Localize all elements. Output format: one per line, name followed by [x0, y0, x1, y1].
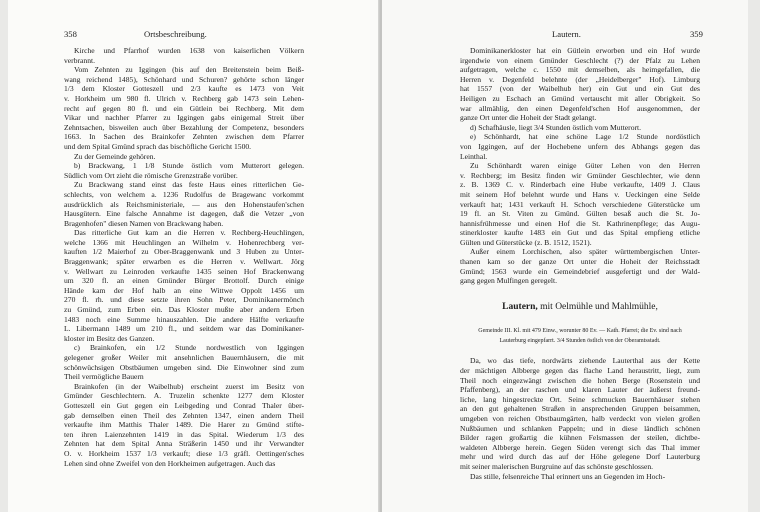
text-line: Das stille, felsenreiche Thal erinnert uns an Gegenden im Hoch- — [470, 471, 666, 481]
text-line: kloster im Besitz des Ganzen. — [64, 333, 155, 343]
text-line: verkauft hat; 1431 verkauft H. Schoch verschiedene Güterstücke um — [460, 199, 700, 209]
text-line: Herren v. Degenfeld belehnte (der „Heidelberger" Hof). Limburg — [460, 74, 700, 84]
section-heading — [460, 303, 700, 313]
text-line: Pfaffenberg), an der raschen und klaren Lauter der äußerst freund- — [460, 385, 700, 395]
left-page — [8, 0, 380, 512]
text-line: O. v. Horkheim 1537 1/3 verkauft; diese 1/3 gräfl. Oettingen'sches — [64, 448, 304, 458]
paragraph — [64, 46, 304, 65]
running-head: Lautern. — [552, 29, 581, 39]
text-line: e) Schönhardt, hat eine schöne Lage 1/2 Stunde nordöstlich — [470, 132, 700, 142]
right-page — [382, 0, 748, 512]
section-title: Lautern, — [502, 301, 538, 312]
text-column — [460, 46, 700, 481]
text-line: Dominikanerkloster hat ein Gütlein erworben und ein Hof wurde — [470, 46, 700, 55]
paragraph — [460, 356, 700, 471]
text-line: schlechts, von welchem a. 1236 Rudolfus de Bragewanc vorkommt — [64, 189, 304, 199]
text-line: Zu Brackwang stand einst das feste Haus eines ritterlichen Ge- — [74, 180, 304, 190]
text-line: v. Rechberg; im Besitz finden wir Gmünder Geschlechter, wie denn — [460, 170, 700, 180]
text-line: Gmünd; 1563 wurde ein Gemeindebrief ausgefertigt und der Wald- — [460, 266, 700, 276]
text-line: kauften 1/2 Maierhof zu Ober-Braggenwank und 3 Huben zu Unter- — [64, 247, 304, 257]
text-line: Hände kam der Hof halb an eine Wittwe Oppolt 1456 um — [64, 285, 304, 295]
paragraph — [64, 161, 304, 180]
text-line: Lehen sind ohne Zweifel von den Horkheimen aufgetragen. Auch das — [64, 458, 276, 468]
meta-line: Gemeinde III. Kl. mit 479 Einw., worunter 80 Ev. — Kath. Pfarrei; die Ev. sind nach — [478, 328, 682, 335]
text-line: 19 fl. an St. Viten zu Gmünd. Gülten besaß auch die St. Jo- — [460, 209, 700, 219]
text-line: Außer einem Lorchischen, also später württembergischen Unter- — [470, 247, 700, 257]
text-line: z. B. 1369 C. v. Rinderbach eine Hube verkaufte, 1409 J. Claus — [460, 180, 700, 190]
text-line: Da, wo das tiefe, nordwärts ziehende Lauterthal aus der Kette — [470, 356, 700, 366]
paragraphs-after — [460, 356, 700, 481]
paragraph — [64, 343, 304, 381]
text-line: v. Wellwart zu Leinroden verkaufte 1435 seinen Hof Brackenwang — [64, 266, 304, 276]
text-line: umgeben von reichen Obstbaumgärten, halb verdeckt von vielen großen — [460, 414, 700, 423]
page-number: 358 — [64, 29, 77, 39]
text-line: mit seiner malerischen Burgruine auf das schönste geschlossen. — [460, 461, 654, 471]
text-line: b) Brackwang, 1 1/8 Stunde östlich vom Mutterort gelegen. — [74, 161, 304, 171]
text-line: 1663. In Sachen des Brainkofer Zehnten zwischen dem Pfarrer — [64, 132, 304, 142]
text-line: Das ritterliche Gut kam an die Herren v. Rechberg-Heuchlingen, — [74, 228, 304, 238]
text-line: d) Schafhäusle, liegt 3/4 Stunden östlich vom Mutterort. — [470, 122, 642, 132]
text-line: c) Brainkofen, ein 1/2 Stunde nordwestlich von Iggingen — [74, 343, 304, 353]
paragraph — [460, 132, 700, 161]
text-line: Vikar und nachher Pfarrer zu Iggingen gabs einigemal Streit über — [64, 113, 304, 123]
text-line: Zehnten hat dem Spital Anna Sträßerin 1450 und ihr Verwandter — [64, 439, 304, 449]
text-line: Gülten und Güterstücke (z. B. 1512, 1521). — [460, 237, 592, 247]
section-meta — [460, 326, 700, 346]
text-line: 270 fl. rh. und diese setzte ihren Sohn Peter, Dominikanermönch — [64, 295, 304, 305]
text-line: Zu der Gemeinde gehören. — [74, 151, 156, 161]
text-line: irgendwie von einem Gmünder Geschlecht (?) der Pfalz zu Lehen — [460, 55, 700, 65]
text-line: Brainkofen (in der Waibelhub) erscheint zuerst im Besitz von — [74, 381, 304, 391]
text-line: welche 1366 mit Heuchlingen an Wilhelm v. Hohenrechberg ver- — [64, 237, 304, 247]
text-line: um 320 fl. an einen Gmünder Bürger Brottolf. Durch einige — [64, 276, 304, 286]
text-line: 1483 noch eine Summe hinauszahlen. Die andere Hälfte verkaufte — [64, 314, 304, 324]
text-line: gelegener großer Weiler mit ansehnlichen Bauernhäusern, die mit — [64, 353, 304, 362]
text-line: ten ihren Laienzehnten 1419 in das Spital. Wiederum 1/3 des — [64, 429, 304, 439]
text-line: mehr und wird durch das auf der Höhe gelegene Dorf Lauterburg — [460, 452, 700, 462]
text-line: wang reichend 1485), Schönhard und Schuren? gehörte schon länger — [64, 74, 304, 84]
text-line: Hausgütern. Eine falsche Annahme ist dagegen, daß die Vetzer „von — [64, 209, 304, 219]
paragraph — [64, 65, 304, 151]
text-line: gang gegen Mulfingen geregelt. — [460, 276, 557, 286]
section-subtitle: mit Oelmühle und Mahlmühle, — [540, 301, 658, 312]
text-line: v. Horkheim um 980 fl. Ulrich v. Rechberg gab 1473 sein Lehen- — [64, 93, 304, 103]
text-line: thanen kam so der ganze Ort unter die Hoheit der Reichsstadt — [460, 257, 700, 267]
text-line: Kirche und Pfarrhof wurden 1638 von kaiserlichen Völkern — [74, 46, 304, 55]
running-head: Ortsbeschreibung. — [144, 29, 207, 39]
text-line: und dem Spital Gmünd sprach das bischöfliche Gericht 1500. — [64, 141, 252, 151]
text-line: an den gut gehaltenen Straßen in ansprechenden Gruppen beisammen, — [460, 404, 700, 414]
text-column — [64, 46, 304, 468]
text-line: recht auf gegen 80 fl. und ein Gütlein bei Rechberg. Mit dem — [64, 103, 304, 113]
meta-line: Lauterburg eingepfarrt. 3/4 Stunden östlich von der Oberamtsstadt. — [499, 338, 661, 345]
text-line: L. Libermann 1489 um 210 fl., und seitdem war das Dominikaner- — [64, 324, 304, 334]
text-line: Südlich vom Ort zieht die römische Grenzstraße vorüber. — [64, 170, 238, 180]
text-line: Heiligen zu Eschach an Gmünd vertauscht mit aller Obrigkeit. So — [460, 93, 700, 103]
text-line: Nußbäumen und schlanken Pappeln; und in diese ländlich schönen — [460, 423, 700, 433]
paragraph — [460, 161, 700, 247]
paragraph — [64, 180, 304, 228]
text-line: 1/3 dem Kloster Gotteszell und 2/3 kaufte es 1473 von Veit — [64, 84, 304, 94]
paragraph — [64, 382, 304, 468]
page-number: 359 — [690, 29, 703, 39]
text-line: zu Gmünd, zum Erben ein. Das Kloster mußte aber andern Erben — [64, 305, 304, 315]
text-line: verbrannt. — [64, 55, 95, 65]
text-line: aufgetragen, welche c. 1550 mit demselben, als heimgefallen, die — [460, 65, 700, 75]
text-line: stinerkloster kaufte 1483 ein Gut und das Spital empfieng etliche — [460, 228, 700, 238]
text-line: hannisfrühmesse und einen Hof die St. Kathrinenpflege; das Augu- — [460, 218, 700, 228]
text-line: liche, lang hingestreckte Ort. Seine schmucken Bauernhäuser stehen — [460, 394, 700, 404]
paragraph — [64, 152, 304, 162]
text-line: waldeten Albberge herein. Gegen Süden verengt sich das Thal immer — [460, 442, 700, 452]
text-line: der mächtigen Albberge gegen das flache Land heraustritt, liegt, zum — [460, 366, 700, 376]
text-line: Bilder ragen großartig die kühnen Felsmassen der steilen, dichtbe- — [460, 433, 700, 443]
text-line: Leinthal. — [460, 151, 488, 161]
text-line: ganze Ort unter die Hoheit der Stadt gelangt. — [460, 113, 597, 123]
paragraph — [460, 123, 700, 133]
text-line: von Iggingen, auf der Hochebene unfern des Abhangs gegen das — [460, 141, 700, 151]
text-line: Theil noch eingezwängt zwischen die hohen Berge (Rosenstein und — [460, 375, 700, 385]
paragraph — [64, 228, 304, 343]
text-line: Braggenwank; später erwarben es die Herren v. Wellwart. Jörg — [64, 257, 304, 267]
text-line: Gmünder Geschlechtern. A. Truzelin schenkte 1277 dem Kloster — [64, 391, 304, 401]
text-line: Theil vermögliche Bauern — [64, 372, 144, 382]
text-line: schönwüchsigen Obstbäumen umgeben sind. Die Einwohner sind zum — [64, 362, 304, 372]
text-line: mit seinem Hof belehnt wurde und Hans v. Ueckingen eine Selde — [460, 189, 700, 199]
paragraph — [460, 46, 700, 123]
text-line: Zu Schönhardt waren einige Güter Lehen von den Herren — [470, 161, 700, 171]
text-line: verkaufte ihm Matthis Thaler 1489. Die Harer zu Gmünd stifte- — [64, 420, 304, 430]
text-line: Bragenhofen" diesen Namen von Brackwang haben. — [64, 218, 224, 228]
text-line: Zehntsachen, bisweilen auch über Bezahlung der Competenz, besonders — [64, 122, 304, 132]
paragraphs-before — [460, 46, 700, 286]
text-line: Vom Zehnten zu Iggingen (bis auf den Breitenstein beim Beiß- — [74, 65, 304, 75]
text-line: war allmählig, den einen Degenfeld'schen Hof ausgenommen, der — [460, 103, 700, 113]
text-line: gab demselben einen Theil des Zehnten 1347, einen andern Theil — [64, 410, 304, 420]
text-line: hat 1557 (von der Waibelhub her) ein Gut und ein Gut des — [460, 84, 700, 94]
paragraph — [460, 472, 700, 482]
paragraph — [460, 247, 700, 285]
text-line: Gotteszell ein Gut gegen ein Leibgeding und Conrad Thaler über- — [64, 400, 304, 410]
text-line: ausdrücklich als Reichsministeriale, — aus den Hohenstaufen'schen — [64, 199, 304, 209]
